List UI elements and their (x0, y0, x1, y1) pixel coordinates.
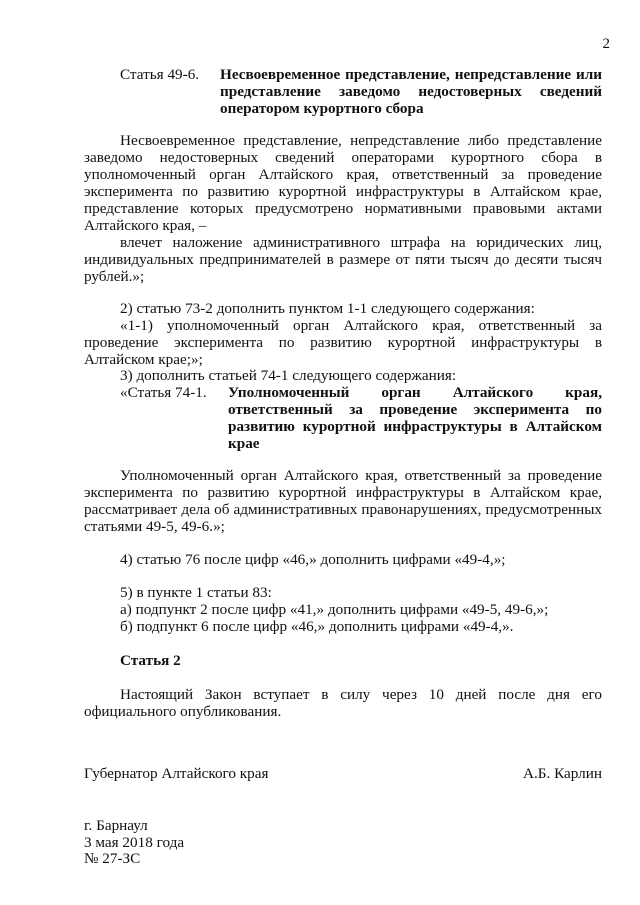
item-2-text: «1-1) уполномоченный орган Алтайского края, ответственный за проведение эксперимента по развитию курортной инфраструктуры в Алтайском крае;»; (84, 317, 602, 368)
item-2-block (84, 300, 602, 368)
page-number: 2 (602, 36, 610, 52)
article-49-6-body-block (84, 132, 602, 285)
city: г. Барнаул (84, 817, 148, 834)
article-2-text: Настоящий Закон вступает в силу через 10 дней после дня его официального опубликования. (84, 686, 602, 720)
article-49-6-penalty: влечет наложение административного штрафа на юридических лиц, индивидуальных предпринимателей в размере от пяти тысяч до десяти тысяч рублей.»; (84, 234, 602, 285)
item-2-intro: 2) статью 73-2 дополнить пунктом 1-1 следующего содержания: (120, 300, 535, 317)
article-49-6-heading (120, 66, 602, 117)
article-74-1-heading (120, 384, 602, 452)
law-number: № 27-ЗС (84, 850, 141, 867)
article-74-1-body: Уполномоченный орган Алтайского края, ответственный за проведение эксперимента по развитию курортной инфраструктуры в Алтайском крае, рассматривает дела об административных правонарушениях, предусмотренных статьями 49-5, 49-6.»; (84, 467, 602, 535)
place-date-block (84, 818, 184, 868)
item-4-text: 4) статью 76 после цифр «46,» дополнить цифрами «49-4,»; (120, 551, 506, 568)
signature-position: Губернатор Алтайского края (84, 765, 269, 782)
article-74-1-body-block (84, 467, 602, 535)
item-5-block (84, 584, 602, 635)
article-49-6-label: Статья 49-6. (120, 66, 200, 83)
date: 3 мая 2018 года (84, 833, 185, 851)
item-4-block (84, 551, 602, 568)
article-2-heading: Статья 2 (120, 652, 181, 669)
article-74-1-title: Уполномоченный орган Алтайского края, ответственный за проведение эксперимента по развитию курортной инфраструктуры в Алтайском крае (228, 384, 602, 452)
item-3-intro-block (84, 367, 602, 384)
signature-name: А.Б. Карлин (523, 765, 602, 782)
item-5-intro: 5) в пункте 1 статьи 83: (120, 584, 272, 601)
article-49-6-title: Несвоевременное представление, непредставление или представление заведомо недостоверных сведений оператором курортного сбора (220, 66, 602, 117)
item-5-sub-a: а) подпункт 2 после цифр «41,» дополнить цифрами «49-5, 49-6,»; (120, 601, 549, 618)
article-2-body-block (84, 686, 602, 720)
item-5-sub-b: б) подпункт 6 после цифр «46,» дополнить цифрами «49-4,». (120, 618, 514, 635)
article-74-1-label: «Статья 74-1. (120, 384, 207, 401)
item-3-intro: 3) дополнить статьей 74-1 следующего содержания: (120, 367, 457, 384)
article-49-6-body: Несвоевременное представление, непредставление либо представление заведомо недостоверных сведений операторами курортного сбора в уполномоченный орган Алтайского края, ответственный за проведение эксперимента по развитию курортной инфраструктуры в Алтайском крае, представление которых предусмотрено нормативными правовыми актами Алтайского края, – (84, 132, 602, 234)
